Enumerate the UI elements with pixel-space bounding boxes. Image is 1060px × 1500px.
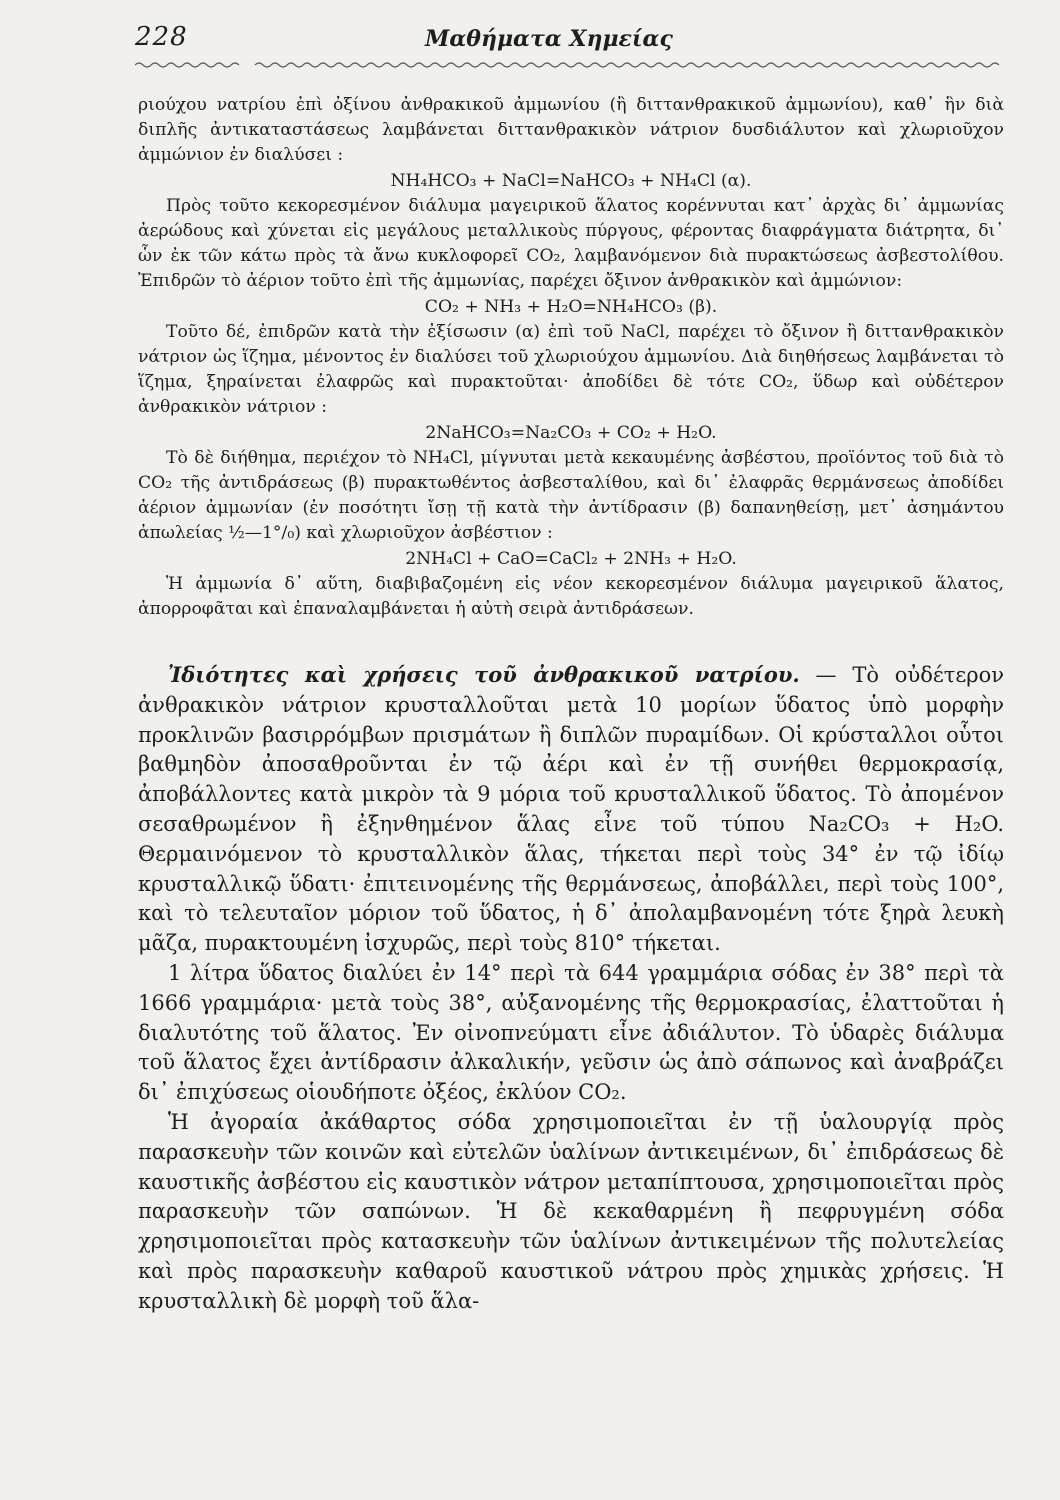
equation-a: NH₄HCO₃ + NaCl=NaHCO₃ + NH₄Cl (α). — [390, 170, 752, 191]
equation-c: 2NaHCO₃=Na₂CO₃ + CO₂ + H₂O. — [425, 422, 717, 443]
paragraph — [138, 660, 1004, 959]
section-heading: Ἰδιότητες καὶ χρήσεις τοῦ ἀνθρακικοῦ νατρίου. — [168, 662, 800, 687]
running-title: Μαθήματα Χημείας — [425, 26, 673, 52]
page-header — [135, 22, 1000, 62]
decorative-wavy-rule — [135, 60, 1000, 70]
paragraph: Ἡ ἀμμωνία δ᾽ αὕτη, διαβιβαζομένη εἰς νέον κεκορεσμένον διάλυμα μαγειρικοῦ ἅλατος, ἀπορροφᾶται καὶ ἐπαναλαμβάνεται ἡ αὐτὴ σειρὰ ἀντιδράσεων. — [138, 573, 1004, 620]
small-print-section — [138, 93, 1004, 622]
page-number: 228 — [135, 22, 188, 52]
paragraph: ριούχου νατρίου ἐπὶ ὀξίνου ἀνθρακικοῦ ἀμμωνίου (ἢ διττανθρακικοῦ ἀμμωνίου), καθ᾽ ἣν διὰ διπλῆς ἀντικαταστάσεως λαμβάνεται διττανθρακικὸν νάτριον δυσδιάλυτον καὶ χλωριοῦχον ἀμμώνιον ἐν διαλύσει : — [138, 95, 1004, 166]
paragraph: Ἡ ἀγοραία ἀκάθαρτος σόδα χρησιμοποιεῖται ἐν τῇ ὑαλουργίᾳ πρὸς παρασκευὴν τῶν κοινῶν καὶ εὐτελῶν ὑαλίνων ἀντικειμένων, δι᾽ ἐπιδράσεως δὲ καυστικῆς ἀσβέστου εἰς καυστικὸν νάτρον μεταπίπτουσα, χρησιμοποιεῖται πρὸς παρασκευὴν τῶν σαπώνων. Ἡ δὲ κεκαθαρμένη ἢ πεφρυγμένη σόδα χρησιμοποιεῖται πρὸς κατασκευὴν τῶν ὑαλίνων ἀντικειμένων τῆς πολυτελείας καὶ πρὸς παρασκευὴν καθαροῦ καυστικοῦ νάτρου πρὸς χημικὰς χρήσεις. Ἡ κρυσταλλικὴ δὲ μορφὴ τοῦ ἅλα- — [138, 1109, 1004, 1313]
paragraph: Τὸ δὲ διήθημα, περιέχον τὸ NH₄Cl, μίγνυται μετὰ κεκαυμένης ἀσβέστου, προϊόντος τοῦ διὰ τὸ CO₂ τῆς ἀντιδράσεως (β) πυρακτωθέντος ἀσβεσταλίθου, καὶ δι᾽ ἐλαφρᾶς θερμάνσεως ἀποδίδει ἀέριον ἀμμωνίαν (ἐν ποσότητι ἴσῃ τῇ κατὰ τὴν ἀντίδρασιν (β) δαπανηθείσῃ, μετ᾽ ἀσημάντου ἀπωλείας ½—1°/₀) καὶ χλωριοῦχον ἀσβέστιον : — [138, 447, 1004, 544]
equation-d: 2NH₄Cl + CaO=CaCl₂ + 2NH₃ + H₂O. — [405, 548, 737, 569]
equation-b: CO₂ + NH₃ + H₂O=NH₄HCO₃ (β). — [424, 296, 718, 317]
paragraph: Πρὸς τοῦτο κεκορεσμένον διάλυμα μαγειρικοῦ ἅλατος κορέννυται κατ᾽ ἀρχὰς δι᾽ ἀμμωνίας ἀερώδους καὶ χύνεται εἰς μεγάλους μεταλλικοὺς πύργους, φέροντας διαφράγματα διάτρητα, δι᾽ ὧν ἐκ τῶν κάτω πρὸς τὰ ἄνω κυκλοφορεῖ CO₂, λαμβανόμενον διὰ πυρακτώσεως ἀσβεστολίθου. Ἐπιδρῶν τὸ ἀέριον τοῦτο ἐπὶ τῆς ἀμμωνίας, παρέχει ὄξινον ἀνθρακικὸν καὶ ἀμμώνιον: — [138, 195, 1004, 292]
paragraph: Τοῦτο δέ, ἐπιδρῶν κατὰ τὴν ἐξίσωσιν (α) ἐπὶ τοῦ NaCl, παρέχει τὸ ὄξινον ἢ διττανθρακικὸν νάτριον ὡς ἵζημα, μένοντος ἐν διαλύσει τοῦ χλωριούχου ἀμμωνίου. Διὰ διηθήσεως λαμβάνεται τὸ ἵζημα, ξηραίνεται ἐλαφρῶς καὶ πυρακτοῦται· ἀποδίδει δὲ τότε CO₂, ὕδωρ καὶ οὐδέτερον ἀνθρακικὸν νάτριον : — [138, 321, 1004, 418]
paragraph: 1 λίτρα ὕδατος διαλύει ἐν 14° περὶ τὰ 644 γραμμάρια σόδας ἐν 38° περὶ τὰ 1666 γραμμάρια· μετὰ τοὺς 38°, αὐξανομένης τῆς θερμοκρασίας, ἐλαττοῦται ἡ διαλυτότης τοῦ ἅλατος. Ἐν οἰνοπνεύματι εἶνε ἀδιάλυτον. Τὸ ὑδαρὲς διάλυμα τοῦ ἅλατος ἔχει ἀντίδρασιν ἀλκαλικήν, γεῦσιν ὡς ἀπὸ σάπωνος καὶ ἀναβράζει δι᾽ ἐπιχύσεως οἱουδήποτε ὀξέος, ἐκλύον CO₂. — [138, 960, 1004, 1105]
main-text-section — [138, 660, 1004, 1317]
paragraph-body: — Τὸ οὐδέτερον ἀνθρακικὸν νάτριον κρυσταλλοῦται μετὰ 10 μορίων ὕδατος ὑπὸ μορφὴν προκλινῶν βασιρρόμβων πρισμάτων ἢ διπλῶν πυραμίδων. Οἱ κρύσταλλοι οὗτοι βαθμηδὸν ἀποσαθροῦνται ἐν τῷ ἀέρι καὶ ἐν τῇ συνήθει θερμοκρασίᾳ, ἀποβάλλοντες κατὰ μικρὸν τὰ 9 μόρια τοῦ κρυσταλλικοῦ ὕδατος. Τὸ ἀπομένον σεσαθρωμένον ἢ ἐξηνθημένον ἅλας εἶνε τοῦ τύπου Na₂CO₃ + H₂O. Θερμαινόμενον τὸ κρυσταλλικὸν ἅλας, τήκεται περὶ τοὺς 34° ἐν τῷ ἰδίῳ κρυσταλλικῷ ὕδατι· ἐπιτεινομένης τῆς θερμάνσεως, ἀποβάλλει, περὶ τοὺς 100°, καὶ τὸ τελευταῖον μόριον τοῦ ὕδατος, ἡ δ᾽ ἀπολαμβανομένη τότε ξηρὰ λευκὴ μᾶζα, πυρακτουμένη ἰσχυρῶς, περὶ τοὺς 810° τήκεται. — [138, 663, 1004, 956]
